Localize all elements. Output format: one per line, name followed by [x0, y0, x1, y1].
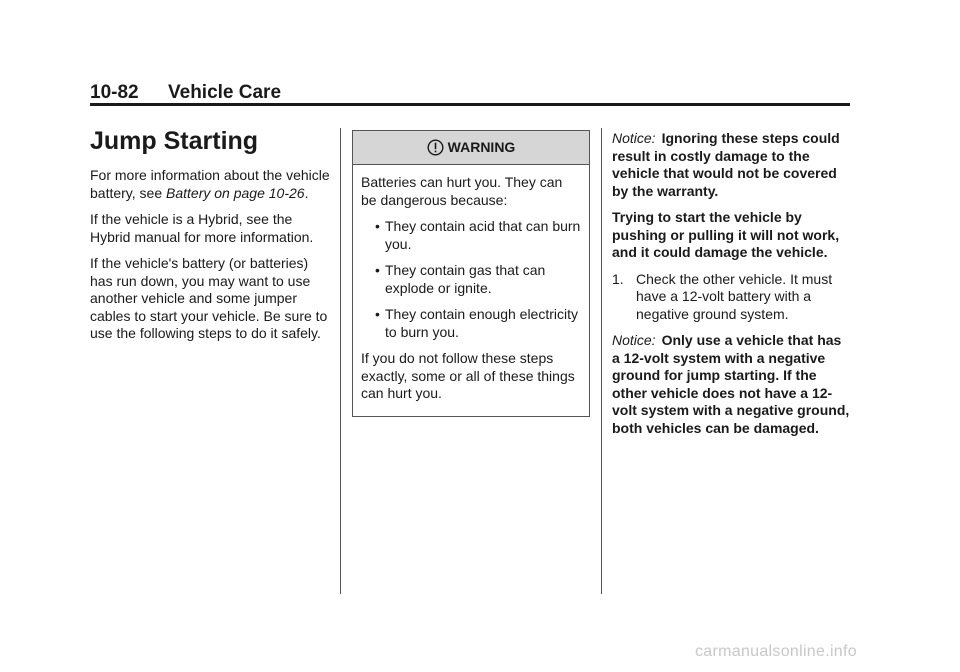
run-down-paragraph: If the vehicle's battery (or batteries) has run down, you may want to use another vehicle and some jumper cables to start your vehicle. Be sure to use the following steps to do it safely. — [90, 255, 328, 341]
warning-circle-icon — [427, 139, 444, 156]
column-divider-2 — [601, 128, 602, 594]
page-title: Jump Starting — [90, 127, 259, 155]
push-pull-warning: Trying to start the vehicle by pushing or pulling it will not work, and it could damage the vehicle. — [612, 209, 840, 260]
column-1 — [90, 126, 330, 352]
warning-outro: If you do not follow these steps exactly, some or all of these things can hurt you. — [361, 350, 575, 401]
warning-title: WARNING — [447, 138, 516, 155]
warning-box — [352, 130, 590, 417]
page-number: 10-82 — [90, 82, 139, 103]
bullet-icon: • — [375, 218, 380, 234]
list-item: • They contain gas that can explode or ignite. — [375, 262, 546, 296]
warning-intro: Batteries can hurt you. They can be dangerous because: — [361, 174, 563, 208]
section-title: Vehicle Care — [168, 82, 282, 103]
battery-info-paragraph: For more information about the vehicle battery, see Battery on page 10-26. — [90, 167, 330, 201]
bullet-icon: • — [375, 306, 380, 322]
column-2 — [352, 130, 590, 417]
warning-list — [361, 218, 581, 341]
list-item: • They contain enough electricity to burn you. — [375, 306, 578, 340]
header-rule — [90, 103, 850, 106]
column-divider-1 — [340, 128, 341, 594]
watermark: carmanualsonline.info — [695, 643, 857, 660]
notice-label: Notice: — [612, 130, 656, 146]
step-1 — [612, 271, 852, 324]
column-3 — [612, 130, 852, 446]
warning-body — [353, 165, 589, 416]
notice-1: Notice: Ignoring these steps could result in costly damage to the vehicle that would not be covered by the warranty. — [612, 130, 840, 199]
list-item: • They contain acid that can burn you. — [375, 218, 581, 252]
battery-page-link[interactable]: Battery on page 10-26 — [166, 184, 305, 201]
hybrid-paragraph: If the vehicle is a Hybrid, see the Hybrid manual for more information. — [90, 211, 314, 245]
bullet-icon: • — [375, 262, 380, 278]
notice-2: Notice: Only use a vehicle that has a 12-volt system with a negative ground for jump starting. If the other vehicle does not have a 12-volt system with a negative ground, both vehicles can be damaged. — [612, 332, 850, 436]
notice-label: Notice: — [612, 332, 656, 348]
warning-header — [353, 131, 589, 165]
step-number: 1. — [612, 270, 624, 287]
step-text: Check the other vehicle. It must have a 12-volt battery with a negative ground system. — [636, 270, 833, 322]
